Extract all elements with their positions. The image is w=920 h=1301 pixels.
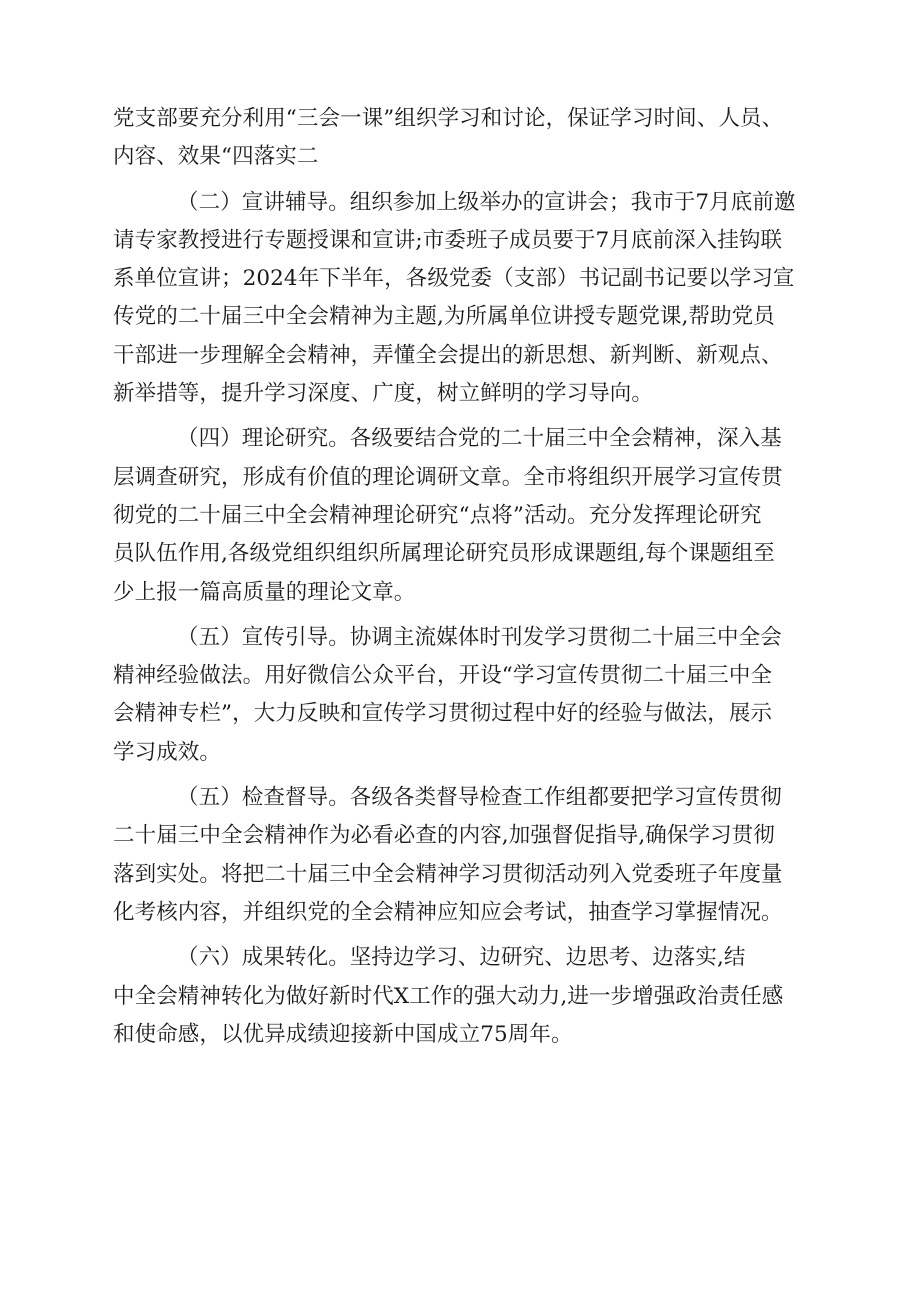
text-line: 少上报一篇高质量的理论文章。 xyxy=(113,579,416,605)
text-line: 内容、效果“四落实二 xyxy=(113,144,319,170)
paragraph-results-transformation xyxy=(113,939,833,1054)
text-line: 传党的二十届三中全会精神为主题,为所属单位讲授专题党课,帮助党员 xyxy=(113,304,775,330)
text-line: （五）检查督导。各级各类督导检查工作组都要把学习宣传贯彻 xyxy=(177,785,782,811)
text-line: 干部进一步理解全会精神，弄懂全会提出的新思想、新判断、新观点、 xyxy=(113,342,783,368)
document-body xyxy=(113,100,833,1054)
text-line: 化考核内容，并组织党的全会精神应知应会考试，抽查学习掌握情况。 xyxy=(113,899,783,925)
paragraph-intro xyxy=(113,100,833,177)
text-line: 二十届三中全会精神作为必看必查的内容,加强督促指导,确保学习贯彻 xyxy=(113,823,775,849)
text-line: 党支部要充分利用“三会一课”组织学习和讨论，保证学习时间、人员、 xyxy=(113,106,784,131)
text-line: （二）宣讲辅导。组织参加上级举办的宣讲会；我市于7月底前邀 xyxy=(177,189,796,215)
paragraph-publicity-guidance xyxy=(113,619,833,772)
text-line: 系单位宣讲；2024年下半年，各级党委（支部）书记副书记要以学习宣 xyxy=(113,266,795,292)
text-line: （五）宣传引导。协调主流媒体时刊发学习贯彻二十届三中全会 xyxy=(177,624,782,650)
paragraph-lecture-guidance xyxy=(113,184,833,414)
text-line: 精神经验做法。用好微信公众平台，开设“学习宣传贯彻二十届三中全 xyxy=(113,663,773,689)
text-line: 层调查研究，形成有价值的理论调研文章。全市将组织开展学习宣传贯 xyxy=(113,464,783,490)
text-line: （四）理论研究。各级要结合党的二十届三中全会精神，深入基 xyxy=(177,426,782,452)
paragraph-theory-research xyxy=(113,420,833,611)
text-line: 落到实处。将把二十届三中全会精神学习贯彻活动列入党委班子年度量 xyxy=(113,861,783,887)
text-line: 请专家教授进行专题授课和宣讲;市委班子成员要于7月底前深入挂钩联 xyxy=(113,227,783,253)
text-line: 学习成效。 xyxy=(113,739,222,765)
text-line: 中全会精神转化为做好新时代X工作的强大动力,进一步增强政治责任感 xyxy=(113,983,784,1009)
text-line: 会精神专栏”，大力反映和宣传学习贯彻过程中好的经验与做法，展示 xyxy=(113,701,773,727)
text-line: 彻党的二十届三中全会精神理论研究“点将”活动。充分发挥理论研究 xyxy=(113,502,762,528)
text-line: 新举措等，提升学习深度、广度，树立鲜明的学习导向。 xyxy=(113,381,654,407)
paragraph-inspection-supervision xyxy=(113,779,833,932)
text-line: 和使命感，以优异成绩迎接新中国成立75周年。 xyxy=(113,1021,573,1047)
text-line: 员队伍作用,各级党组织组织所属理论研究员形成课题组,每个课题组至 xyxy=(113,541,775,567)
text-line: （六）成果转化。坚持边学习、边研究、边思考、边落实,结 xyxy=(177,945,746,971)
